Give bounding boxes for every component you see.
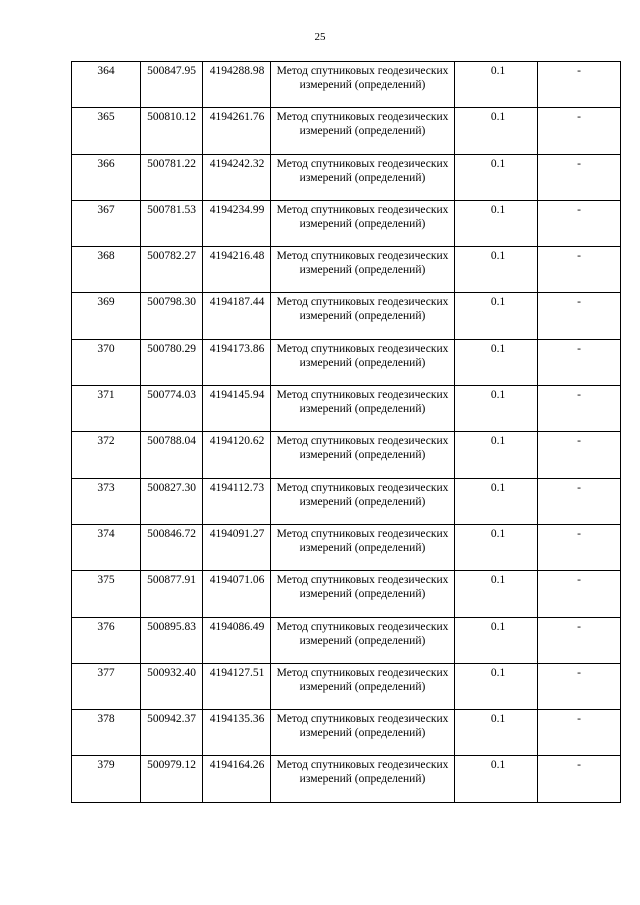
accuracy-cell — [455, 617, 538, 663]
point-number-cell — [72, 200, 141, 246]
note-value: - — [577, 111, 581, 124]
table-row — [72, 293, 621, 339]
y-coordinate: 4194216.48 — [209, 250, 265, 263]
y-coordinate: 4194288.98 — [209, 65, 265, 77]
accuracy-value: 0.1 — [490, 389, 506, 402]
y-coordinate-cell — [203, 478, 271, 524]
accuracy-cell — [455, 108, 538, 154]
y-coordinate: 4194242.32 — [209, 157, 265, 170]
note-value: - — [577, 342, 581, 355]
point-number-cell — [72, 247, 141, 293]
x-coordinate: 500827.30 — [147, 481, 196, 494]
accuracy-value: 0.1 — [490, 527, 506, 540]
coordinates-table — [71, 61, 621, 803]
accuracy-value: 0.1 — [490, 574, 506, 587]
note-value: - — [577, 157, 581, 170]
method-text: Метод спутниковых геодезических измерений (определений) — [276, 666, 449, 693]
table-row — [72, 247, 621, 293]
y-coordinate: 4194127.51 — [209, 666, 265, 679]
y-coordinate-cell — [203, 432, 271, 478]
point-number-cell — [72, 617, 141, 663]
point-number-cell — [72, 386, 141, 432]
method-text: Метод спутниковых геодезических измерений (определений) — [276, 620, 449, 647]
coordinates-table-body — [72, 62, 621, 803]
table-row — [72, 108, 621, 154]
point-number: 372 — [97, 435, 115, 448]
point-number: 368 — [97, 250, 115, 263]
accuracy-value: 0.1 — [490, 296, 506, 309]
method-cell — [271, 571, 455, 617]
point-number: 367 — [97, 203, 115, 216]
accuracy-cell — [455, 710, 538, 756]
method-cell — [271, 617, 455, 663]
x-coordinate-cell — [141, 154, 203, 200]
x-coordinate-cell — [141, 339, 203, 385]
point-number-cell — [72, 154, 141, 200]
point-number-cell — [72, 710, 141, 756]
y-coordinate-cell — [203, 247, 271, 293]
accuracy-value: 0.1 — [490, 666, 506, 679]
y-coordinate: 4194071.06 — [209, 574, 265, 587]
x-coordinate-cell — [141, 663, 203, 709]
method-cell — [271, 663, 455, 709]
note-cell — [538, 62, 621, 108]
note-cell — [538, 478, 621, 524]
method-cell — [271, 756, 455, 802]
accuracy-value: 0.1 — [490, 435, 506, 448]
note-cell — [538, 386, 621, 432]
x-coordinate-cell — [141, 200, 203, 246]
accuracy-cell — [455, 247, 538, 293]
point-number: 370 — [97, 342, 115, 355]
accuracy-cell — [455, 200, 538, 246]
y-coordinate: 4194086.49 — [209, 620, 265, 633]
method-cell — [271, 108, 455, 154]
table-row — [72, 62, 621, 108]
accuracy-value: 0.1 — [490, 620, 506, 633]
y-coordinate-cell — [203, 293, 271, 339]
y-coordinate: 4194234.99 — [209, 203, 265, 216]
y-coordinate-cell — [203, 663, 271, 709]
method-cell — [271, 478, 455, 524]
method-cell — [271, 710, 455, 756]
method-text: Метод спутниковых геодезических измерений (определений) — [276, 296, 449, 323]
table-row — [72, 571, 621, 617]
note-cell — [538, 663, 621, 709]
y-coordinate-cell — [203, 154, 271, 200]
point-number-cell — [72, 293, 141, 339]
note-cell — [538, 524, 621, 570]
x-coordinate: 500774.03 — [147, 389, 196, 402]
note-cell — [538, 293, 621, 339]
point-number: 365 — [97, 111, 115, 124]
x-coordinate: 500942.37 — [147, 713, 196, 726]
method-text: Метод спутниковых геодезических измерений (определений) — [276, 574, 449, 601]
note-cell — [538, 108, 621, 154]
x-coordinate-cell — [141, 756, 203, 802]
y-coordinate: 4194091.27 — [209, 527, 265, 540]
y-coordinate: 4194145.94 — [209, 389, 265, 402]
x-coordinate-cell — [141, 524, 203, 570]
note-cell — [538, 200, 621, 246]
note-value: - — [577, 666, 581, 679]
y-coordinate-cell — [203, 756, 271, 802]
accuracy-cell — [455, 293, 538, 339]
x-coordinate-cell — [141, 293, 203, 339]
method-text: Метод спутниковых геодезических измерений (определений) — [276, 481, 449, 508]
x-coordinate-cell — [141, 386, 203, 432]
x-coordinate: 500798.30 — [147, 296, 196, 309]
note-cell — [538, 710, 621, 756]
table-row — [72, 617, 621, 663]
table-row — [72, 478, 621, 524]
accuracy-value: 0.1 — [490, 713, 506, 726]
x-coordinate-cell — [141, 247, 203, 293]
point-number: 369 — [97, 296, 115, 309]
point-number-cell — [72, 756, 141, 802]
method-cell — [271, 247, 455, 293]
x-coordinate: 500846.72 — [147, 527, 196, 540]
point-number-cell — [72, 478, 141, 524]
method-text: Метод спутниковых геодезических измерений (определений) — [276, 435, 449, 462]
point-number: 377 — [97, 666, 115, 679]
note-cell — [538, 571, 621, 617]
point-number: 373 — [97, 481, 115, 494]
accuracy-value: 0.1 — [490, 250, 506, 263]
point-number: 375 — [97, 574, 115, 587]
method-text: Метод спутниковых геодезических измерений (определений) — [276, 250, 449, 277]
accuracy-cell — [455, 756, 538, 802]
accuracy-cell — [455, 154, 538, 200]
method-cell — [271, 432, 455, 478]
point-number-cell — [72, 339, 141, 385]
accuracy-value: 0.1 — [490, 157, 506, 170]
point-number-cell — [72, 524, 141, 570]
y-coordinate-cell — [203, 617, 271, 663]
accuracy-cell — [455, 62, 538, 108]
y-coordinate-cell — [203, 710, 271, 756]
x-coordinate: 500877.91 — [147, 574, 196, 587]
note-value: - — [577, 481, 581, 494]
note-value: - — [577, 759, 581, 772]
method-cell — [271, 62, 455, 108]
y-coordinate: 4194261.76 — [209, 111, 265, 124]
page-number: 25 — [314, 31, 326, 43]
x-coordinate-cell — [141, 571, 203, 617]
point-number-cell — [72, 62, 141, 108]
x-coordinate: 500780.29 — [147, 342, 196, 355]
method-cell — [271, 293, 455, 339]
y-coordinate: 4194173.86 — [209, 342, 265, 355]
table-row — [72, 756, 621, 802]
accuracy-value: 0.1 — [490, 759, 506, 772]
accuracy-cell — [455, 524, 538, 570]
table-row — [72, 386, 621, 432]
note-value: - — [577, 65, 581, 77]
y-coordinate-cell — [203, 108, 271, 154]
method-cell — [271, 200, 455, 246]
point-number: 378 — [97, 713, 115, 726]
point-number: 374 — [97, 527, 115, 540]
note-value: - — [577, 296, 581, 309]
x-coordinate-cell — [141, 478, 203, 524]
point-number: 371 — [97, 389, 115, 402]
note-cell — [538, 756, 621, 802]
y-coordinate: 4194164.26 — [209, 759, 265, 772]
accuracy-cell — [455, 663, 538, 709]
method-cell — [271, 524, 455, 570]
method-cell — [271, 386, 455, 432]
note-cell — [538, 247, 621, 293]
note-cell — [538, 339, 621, 385]
method-text: Метод спутниковых геодезических измерений (определений) — [276, 342, 449, 369]
x-coordinate: 500788.04 — [147, 435, 196, 448]
point-number: 376 — [97, 620, 115, 633]
point-number-cell — [72, 432, 141, 478]
method-cell — [271, 339, 455, 385]
method-text: Метод спутниковых геодезических измерений (определений) — [276, 65, 449, 91]
point-number: 364 — [97, 65, 115, 77]
x-coordinate-cell — [141, 710, 203, 756]
x-coordinate: 500932.40 — [147, 666, 196, 679]
y-coordinate-cell — [203, 62, 271, 108]
method-cell — [271, 154, 455, 200]
table-row — [72, 663, 621, 709]
method-text: Метод спутниковых геодезических измерений (определений) — [276, 389, 449, 416]
method-text: Метод спутниковых геодезических измерений (определений) — [276, 713, 449, 740]
y-coordinate-cell — [203, 386, 271, 432]
y-coordinate: 4194135.36 — [209, 713, 265, 726]
x-coordinate: 500895.83 — [147, 620, 196, 633]
note-value: - — [577, 435, 581, 448]
x-coordinate-cell — [141, 62, 203, 108]
accuracy-value: 0.1 — [490, 342, 506, 355]
y-coordinate-cell — [203, 524, 271, 570]
table-row — [72, 432, 621, 478]
y-coordinate: 4194187.44 — [209, 296, 265, 309]
note-value: - — [577, 574, 581, 587]
note-value: - — [577, 620, 581, 633]
accuracy-cell — [455, 478, 538, 524]
accuracy-cell — [455, 386, 538, 432]
y-coordinate: 4194120.62 — [209, 435, 265, 448]
x-coordinate-cell — [141, 432, 203, 478]
y-coordinate: 4194112.73 — [209, 481, 265, 494]
x-coordinate: 500847.95 — [147, 65, 196, 77]
x-coordinate: 500810.12 — [147, 111, 196, 124]
x-coordinate: 500782.27 — [147, 250, 196, 263]
table-row — [72, 339, 621, 385]
accuracy-value: 0.1 — [490, 481, 506, 494]
y-coordinate-cell — [203, 339, 271, 385]
note-value: - — [577, 389, 581, 402]
accuracy-value: 0.1 — [490, 203, 506, 216]
note-cell — [538, 154, 621, 200]
point-number: 379 — [97, 759, 115, 772]
note-value: - — [577, 203, 581, 216]
x-coordinate-cell — [141, 108, 203, 154]
accuracy-value: 0.1 — [490, 65, 506, 77]
method-text: Метод спутниковых геодезических измерений (определений) — [276, 759, 449, 786]
accuracy-cell — [455, 432, 538, 478]
method-text: Метод спутниковых геодезических измерений (определений) — [276, 527, 449, 554]
point-number-cell — [72, 663, 141, 709]
method-text: Метод спутниковых геодезических измерений (определений) — [276, 203, 449, 230]
y-coordinate-cell — [203, 200, 271, 246]
table-row — [72, 710, 621, 756]
y-coordinate-cell — [203, 571, 271, 617]
method-text: Метод спутниковых геодезических измерений (определений) — [276, 157, 449, 184]
note-cell — [538, 617, 621, 663]
accuracy-value: 0.1 — [490, 111, 506, 124]
table-row — [72, 200, 621, 246]
x-coordinate: 500781.22 — [147, 157, 196, 170]
table-row — [72, 524, 621, 570]
x-coordinate: 500781.53 — [147, 203, 196, 216]
table-row — [72, 154, 621, 200]
note-value: - — [577, 713, 581, 726]
note-cell — [538, 432, 621, 478]
point-number-cell — [72, 108, 141, 154]
method-text: Метод спутниковых геодезических измерений (определений) — [276, 111, 449, 138]
point-number-cell — [72, 571, 141, 617]
point-number: 366 — [97, 157, 115, 170]
accuracy-cell — [455, 339, 538, 385]
x-coordinate-cell — [141, 617, 203, 663]
note-value: - — [577, 527, 581, 540]
x-coordinate: 500979.12 — [147, 759, 196, 772]
note-value: - — [577, 250, 581, 263]
accuracy-cell — [455, 571, 538, 617]
